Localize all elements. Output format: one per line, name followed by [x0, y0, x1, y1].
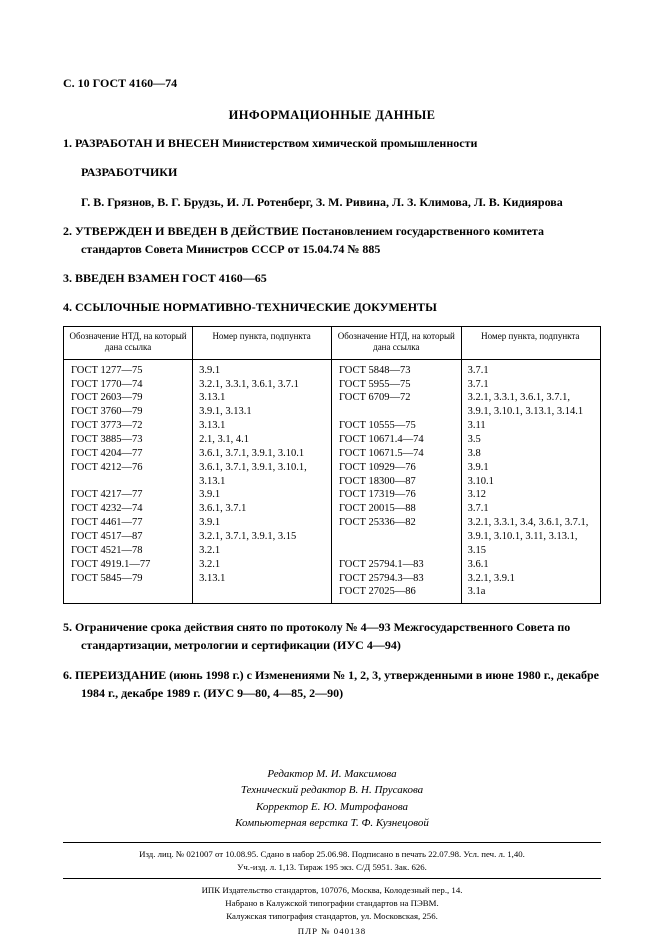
credit-line-corrector	[63, 799, 601, 816]
credit-name: В. Н. Прусакова	[348, 784, 424, 797]
gost-ref: ГОСТ 4212—76	[71, 461, 143, 473]
punkt-ref: 3.12	[467, 489, 486, 501]
gost-ref: ГОСТ 3760—79	[71, 406, 143, 418]
gost-ref: ГОСТ 4217—77	[71, 489, 143, 501]
punkt-ref: 3.5	[467, 434, 481, 446]
imprint-plr-line: ПЛР № 040138	[297, 925, 367, 936]
punkt-ref: 3.9.1	[199, 364, 221, 376]
imprint-edition-line: Уч.-изд. л. 1,13. Тираж 195 экз. С/Д 5951. Зак. 626.	[237, 861, 427, 872]
gost-ref: ГОСТ 6709—72	[339, 392, 411, 404]
section-4: 4. ССЫЛОЧНЫЕ НОРМАТИВНО-ТЕХНИЧЕСКИЕ ДОКУМЕНТЫ	[63, 300, 437, 315]
gost-ref: ГОСТ 25794.1—83	[339, 558, 424, 570]
punkt-ref: 3.7.1	[467, 378, 489, 390]
credit-line-tech-editor	[63, 782, 601, 799]
punkt-ref: 3.9.1	[467, 461, 489, 473]
credit-line-editor	[63, 766, 601, 783]
table-header-punkt-left: Номер пункта, подпункта	[192, 327, 331, 360]
divider-line-bottom	[63, 878, 601, 879]
credit-name: Т. Ф. Кузнецовой	[350, 817, 429, 830]
table-header-punkt-right: Номер пункта, подпункта	[461, 327, 600, 360]
imprint-block-1	[63, 848, 601, 874]
gost-ref: ГОСТ 10671.5—74	[339, 447, 424, 459]
section-2: 2. УТВЕРЖДЕН И ВВЕДЕН В ДЕЙСТВИЕ Постановлением государственного комитета стандартов Совета Министров СССР от 15.04.74 № 885	[63, 224, 544, 256]
punkt-ref: 3.6.1, 3.7.1	[199, 503, 247, 515]
punkt-ref: 3.2.1, 3.3.1, 3.4, 3.6.1, 3.7.1, 3.9.1, 3.10.1, 3.11, 3.13.1, 3.15	[467, 517, 589, 556]
divider-line-top	[63, 842, 601, 843]
gost-ref: ГОСТ 10929—76	[339, 461, 416, 473]
gost-ref: ГОСТ 4204—77	[71, 447, 143, 459]
section-5: 5. Ограничение срока действия снято по протоколу № 4—93 Межгосударственного Совета по стандартизации, метрологии и сертификации (ИУС 4—94)	[63, 620, 571, 652]
gost-ref: ГОСТ 18300—87	[339, 475, 416, 487]
gost-ref: ГОСТ 10671.4—74	[339, 434, 424, 446]
gost-ref: ГОСТ 3885—73	[71, 434, 143, 446]
credit-role: Корректор	[255, 800, 309, 813]
punkt-ref: 3.9.1	[199, 489, 221, 501]
document-title: ИНФОРМАЦИОННЫЕ ДАННЫЕ	[228, 108, 436, 122]
gost-ref: ГОСТ 20015—88	[339, 503, 416, 515]
page-header: С. 10 ГОСТ 4160—74	[63, 76, 178, 90]
references-table-right	[332, 327, 600, 604]
gost-ref: ГОСТ 3773—72	[71, 420, 143, 432]
references-table-left	[64, 327, 332, 604]
section-6: 6. ПЕРЕИЗДАНИЕ (июнь 1998 г.) с Изменениями № 1, 2, 3, утвержденными в июне 1980 г., декабре 1984 г., декабре 1989 г. (ИУС 9—80, 4—85, 2—90)	[63, 668, 599, 700]
credit-role: Технический редактор	[240, 784, 347, 797]
punkt-ref: 3.6.1	[467, 558, 489, 570]
punkt-ref: 3.2.1, 3.3.1, 3.6.1, 3.7.1, 3.9.1, 3.10.1, 3.13.1, 3.14.1	[467, 392, 584, 418]
punkt-ref: 3.11	[467, 420, 486, 432]
imprint-typeset-line: Набрано в Калужской типографии стандартов на ПЭВМ.	[225, 898, 439, 909]
imprint-block-2	[63, 884, 601, 937]
punkt-ref: 3.2.1, 3.3.1, 3.6.1, 3.7.1	[199, 378, 299, 390]
gost-ref: ГОСТ 2603—79	[71, 392, 143, 404]
punkt-ref: 3.7.1	[467, 364, 489, 376]
credit-name: М. И. Максимова	[316, 767, 397, 780]
credits-block	[63, 766, 601, 832]
gost-ref: ГОСТ 5848—73	[339, 364, 411, 376]
references-table	[63, 326, 601, 605]
punkt-ref: 3.2.1, 3.7.1, 3.9.1, 3.15	[199, 531, 297, 543]
gost-ref: ГОСТ 4517—87	[71, 531, 143, 543]
punkt-ref: 3.1а	[467, 586, 486, 598]
punkt-ref: 3.10.1	[467, 475, 494, 487]
developers-list: Г. В. Грязнов, В. Г. Брудзь, И. Л. Ротенберг, З. М. Ривина, Л. З. Климова, Л. В. Кидиярова	[81, 194, 563, 209]
credit-role: Компьютерная верстка	[235, 817, 348, 830]
credit-name: Е. Ю. Митрофанова	[310, 800, 409, 813]
punkt-ref: 3.9.1	[199, 517, 221, 529]
gost-ref: ГОСТ 25794.3—83	[339, 572, 424, 584]
gost-ref: ГОСТ 1277—75	[71, 364, 143, 376]
punkt-ref: 3.13.1	[199, 572, 226, 584]
punkt-ref: 3.6.1, 3.7.1, 3.9.1, 3.10.1, 3.13.1	[199, 461, 307, 487]
gost-ref: ГОСТ 5955—75	[339, 378, 411, 390]
punkt-ref: 3.8	[467, 447, 481, 459]
gost-ref: ГОСТ 27025—86	[339, 586, 416, 598]
imprint-publisher-line: ИПК Издательство стандартов, 107076, Москва, Колодезный пер., 14.	[201, 885, 463, 896]
table-header-ntd-right: Обозначение НТД, на который дана ссылка	[332, 327, 461, 360]
gost-ref: ГОСТ 5845—79	[71, 572, 143, 584]
gost-ref: ГОСТ 4232—74	[71, 503, 143, 515]
imprint-printer-line: Калужская типография стандартов, ул. Московская, 256.	[226, 910, 438, 921]
gost-ref: ГОСТ 10555—75	[339, 420, 416, 432]
credit-line-layout	[63, 815, 601, 832]
punkt-ref: 3.2.1, 3.9.1	[467, 572, 515, 584]
section-1: 1. РАЗРАБОТАН И ВНЕСЕН Министерством химической промышленности	[63, 136, 478, 150]
punkt-ref: 3.9.1, 3.13.1	[199, 406, 252, 418]
section-3: 3. ВВЕДЕН ВЗАМЕН ГОСТ 4160—65	[63, 270, 267, 285]
punkt-ref: 3.13.1	[199, 420, 226, 432]
developers-heading: РАЗРАБОТЧИКИ	[81, 165, 178, 180]
punkt-ref: 3.7.1	[467, 503, 489, 515]
gost-ref: ГОСТ 17319—76	[339, 489, 416, 501]
punkt-ref: 3.6.1, 3.7.1, 3.9.1, 3.10.1	[199, 447, 305, 459]
punkt-ref: 2.1, 3.1, 4.1	[199, 434, 250, 446]
punkt-ref: 3.2.1	[199, 544, 221, 556]
gost-ref: ГОСТ 25336—82	[339, 517, 416, 529]
punkt-ref: 3.13.1	[199, 392, 226, 404]
table-header-ntd-left: Обозначение НТД, на который дана ссылка	[64, 327, 192, 360]
imprint-license-line: Изд. лиц. № 021007 от 10.08.95. Сдано в набор 25.06.98. Подписано в печать 22.07.98. Усл. печ. л. 1,40.	[139, 848, 525, 859]
credit-role: Редактор	[267, 767, 314, 780]
punkt-ref: 3.2.1	[199, 558, 221, 570]
gost-ref: ГОСТ 1770—74	[71, 378, 143, 390]
gost-ref: ГОСТ 4461—77	[71, 517, 143, 529]
gost-ref: ГОСТ 4919.1—77	[71, 558, 151, 570]
gost-ref: ГОСТ 4521—78	[71, 544, 143, 556]
